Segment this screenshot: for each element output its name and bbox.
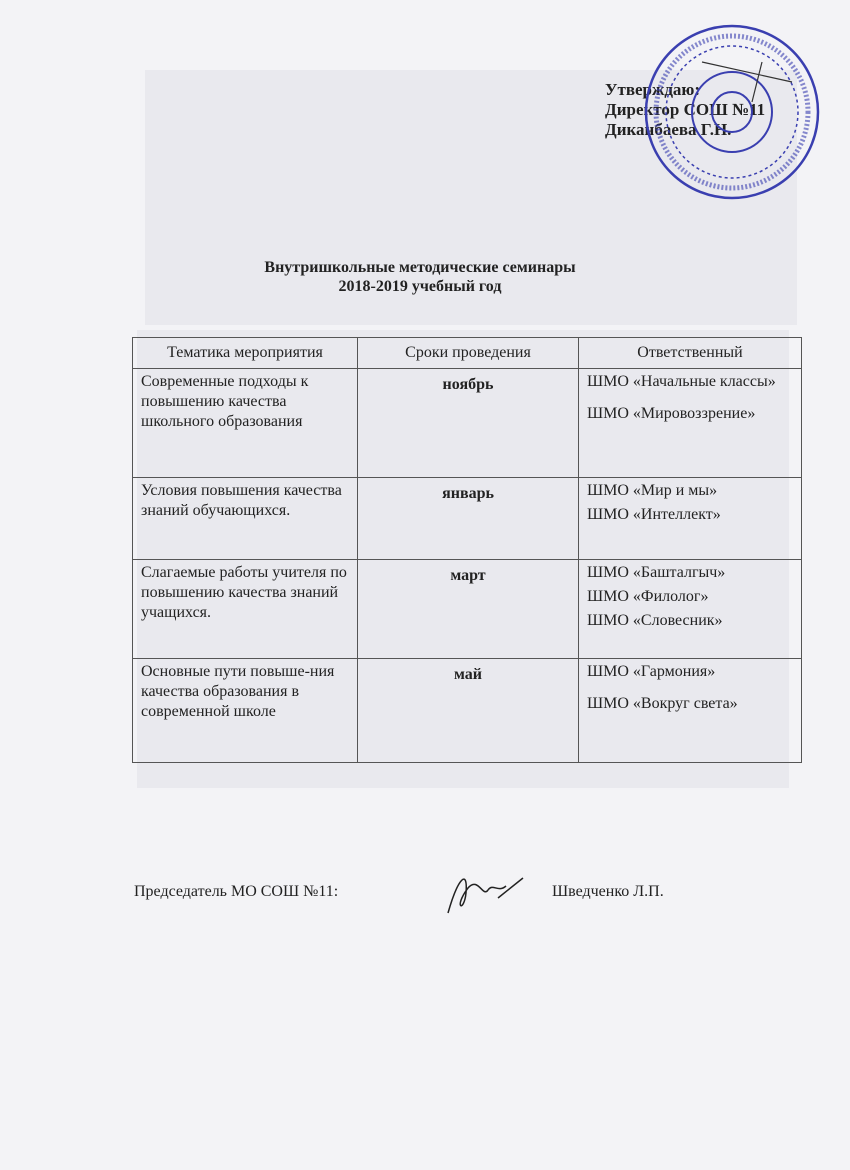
- term-cell: март: [358, 560, 579, 659]
- table-row: [133, 369, 802, 478]
- official-stamp-icon: [642, 22, 822, 202]
- approval-director: Директор СОШ №11: [605, 100, 766, 119]
- topic-cell: Современные подходы к повышению качества школьного образования: [133, 369, 358, 478]
- topic-cell: Слагаемые работы учителя по повышению качества знаний учащихся.: [133, 560, 358, 659]
- responsible-item: ШМО «Мир и мы»: [587, 482, 718, 499]
- term-cell: ноябрь: [358, 369, 579, 478]
- responsible-item: ШМО «Гармония»: [587, 663, 716, 680]
- table-header-row: [133, 338, 802, 369]
- chair-label: Председатель МО СОШ №11:: [134, 883, 339, 900]
- table-row: [133, 659, 802, 763]
- responsible-item: ШМО «Филолог»: [587, 588, 709, 605]
- header-term: Сроки проведения: [358, 338, 579, 369]
- term-cell: январь: [358, 478, 579, 560]
- table-row: [133, 560, 802, 659]
- responsible-item: ШМО «Мировоззрение»: [587, 405, 756, 422]
- seminar-table: [132, 337, 802, 763]
- document-title: [0, 258, 850, 296]
- table-row: [133, 478, 802, 560]
- responsible-item: ШМО «Интеллект»: [587, 506, 721, 523]
- responsible-item: ШМО «Вокруг света»: [587, 695, 738, 712]
- responsible-item: ШМО «Начальные классы»: [587, 373, 776, 390]
- topic-cell: Условия повышения качества знаний обучающихся.: [133, 478, 358, 560]
- topic-cell: Основные пути повыше-ния качества образования в современной школе: [133, 659, 358, 763]
- approval-line: Утверждаю:: [605, 80, 701, 99]
- title-year: 2018-2019 учебный год: [338, 278, 502, 295]
- term-cell: май: [358, 659, 579, 763]
- approval-name: Диканбаева Г.Н.: [605, 120, 732, 139]
- header-topic: Тематика мероприятия: [133, 338, 358, 369]
- responsible-item: ШМО «Башталгыч»: [587, 564, 726, 581]
- responsible-cell: [579, 560, 802, 659]
- responsible-cell: [579, 478, 802, 560]
- title-line: Внутришкольные методические семинары: [264, 259, 576, 276]
- responsible-cell: [579, 369, 802, 478]
- chair-name: Шведченко Л.П.: [552, 883, 664, 900]
- responsible-item: ШМО «Словесник»: [587, 612, 723, 629]
- signature-icon: [438, 868, 528, 918]
- responsible-cell: [579, 659, 802, 763]
- header-responsible: Ответственный: [579, 338, 802, 369]
